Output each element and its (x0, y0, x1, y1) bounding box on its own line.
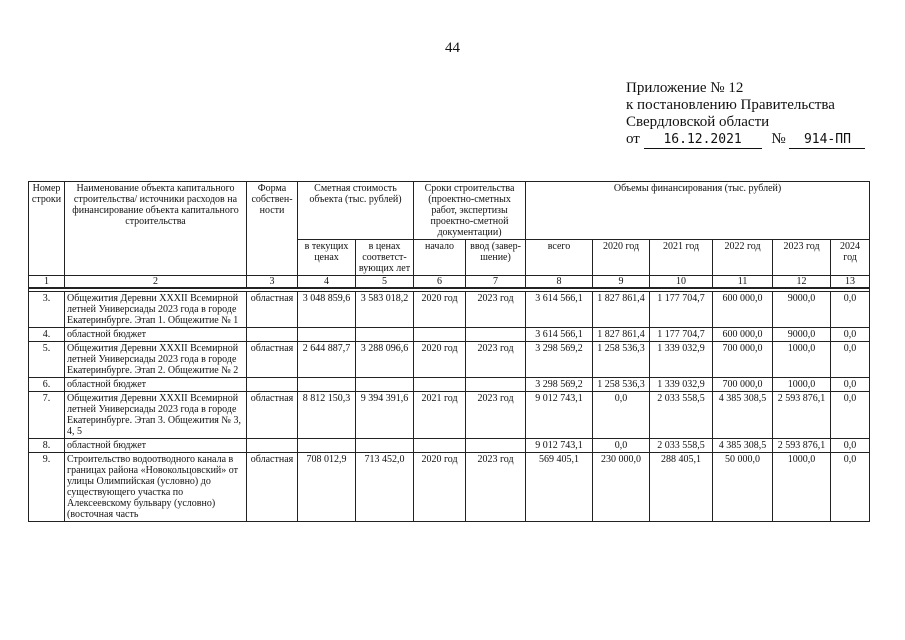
financing-table (28, 181, 870, 522)
y2022-cell: 50 000,0 (713, 453, 773, 522)
y2024-cell: 0,0 (831, 378, 870, 392)
y2020-cell: 1 827 861,4 (593, 292, 650, 328)
object-name-cell: областной бюджет (65, 378, 247, 392)
row-number-cell: 8. (29, 439, 65, 453)
end-year-cell (466, 378, 526, 392)
end-year-cell: 2023 год (466, 453, 526, 522)
relevant-prices-cell: 713 452,0 (356, 453, 414, 522)
column-index-cell: 5 (356, 276, 414, 289)
object-name-cell: Общежития Деревни XXXII Всемирной летней Универсиады 2023 года в городе Екатеринбурге. Этап 2. Общежитие № 2 (65, 342, 247, 378)
header-start: начало (414, 240, 466, 276)
resolution-date: 16.12.2021 (644, 132, 762, 149)
relevant-prices-cell (356, 378, 414, 392)
current-prices-cell (298, 439, 356, 453)
header-commissioning: ввод (завер-шение) (466, 240, 526, 276)
table-row (29, 342, 870, 378)
header-construction-terms: Сроки строительства (проектно-сметных работ, экспертизы проектно-сметной документации) (414, 182, 526, 240)
column-index-cell: 8 (526, 276, 593, 289)
header-2024: 2024 год (831, 240, 870, 276)
header-2020: 2020 год (593, 240, 650, 276)
end-year-cell (466, 439, 526, 453)
y2023-cell: 1000,0 (773, 342, 831, 378)
y2022-cell: 4 385 308,5 (713, 392, 773, 439)
column-index-row (29, 276, 870, 289)
y2021-cell: 1 339 032,9 (650, 342, 713, 378)
row-number-cell: 7. (29, 392, 65, 439)
ownership-cell (247, 328, 298, 342)
start-year-cell (414, 439, 466, 453)
column-index-cell: 7 (466, 276, 526, 289)
row-number-cell: 4. (29, 328, 65, 342)
current-prices-cell (298, 328, 356, 342)
y2024-cell: 0,0 (831, 328, 870, 342)
number-prefix: № (771, 131, 786, 147)
end-year-cell: 2023 год (466, 292, 526, 328)
row-number-cell: 3. (29, 292, 65, 328)
y2020-cell: 1 258 536,3 (593, 378, 650, 392)
relevant-prices-cell (356, 439, 414, 453)
column-index-cell: 13 (831, 276, 870, 289)
y2021-cell: 1 339 032,9 (650, 378, 713, 392)
row-number-cell: 6. (29, 378, 65, 392)
start-year-cell: 2020 год (414, 292, 466, 328)
total-cell: 569 405,1 (526, 453, 593, 522)
table-row (29, 439, 870, 453)
y2021-cell: 1 177 704,7 (650, 328, 713, 342)
y2024-cell: 0,0 (831, 292, 870, 328)
appendix-line-1: Приложение № 12 (626, 80, 744, 96)
header-total: всего (526, 240, 593, 276)
current-prices-cell: 708 012,9 (298, 453, 356, 522)
y2020-cell: 0,0 (593, 439, 650, 453)
current-prices-cell (298, 378, 356, 392)
y2023-cell: 2 593 876,1 (773, 392, 831, 439)
y2020-cell: 0,0 (593, 392, 650, 439)
header-ownership: Форма собствен-ности (247, 182, 298, 276)
header-2023: 2023 год (773, 240, 831, 276)
total-cell: 3 298 569,2 (526, 342, 593, 378)
table-row (29, 453, 870, 522)
appendix-line-2: к постановлению Правительства (626, 97, 835, 113)
ownership-cell: областная (247, 453, 298, 522)
y2021-cell: 288 405,1 (650, 453, 713, 522)
y2024-cell: 0,0 (831, 439, 870, 453)
y2022-cell: 700 000,0 (713, 342, 773, 378)
column-index-cell: 6 (414, 276, 466, 289)
y2023-cell: 1000,0 (773, 453, 831, 522)
header-financing: Объемы финансирования (тыс. рублей) (526, 182, 870, 240)
header-row-number: Номер строки (29, 182, 65, 276)
page-number: 44 (445, 40, 460, 56)
relevant-prices-cell (356, 328, 414, 342)
end-year-cell (466, 328, 526, 342)
y2020-cell: 230 000,0 (593, 453, 650, 522)
header-2022: 2022 год (713, 240, 773, 276)
resolution-number: 914-ПП (789, 132, 865, 149)
appendix-date-line (626, 131, 865, 149)
current-prices-cell: 3 048 859,6 (298, 292, 356, 328)
total-cell: 9 012 743,1 (526, 392, 593, 439)
column-index-cell: 1 (29, 276, 65, 289)
ownership-cell: областная (247, 292, 298, 328)
start-year-cell: 2021 год (414, 392, 466, 439)
start-year-cell: 2020 год (414, 342, 466, 378)
header-2021: 2021 год (650, 240, 713, 276)
table-row (29, 328, 870, 342)
y2023-cell: 1000,0 (773, 378, 831, 392)
y2023-cell: 9000,0 (773, 292, 831, 328)
column-index-cell: 12 (773, 276, 831, 289)
table-row (29, 378, 870, 392)
relevant-prices-cell: 3 583 018,2 (356, 292, 414, 328)
start-year-cell: 2020 год (414, 453, 466, 522)
y2024-cell: 0,0 (831, 392, 870, 439)
table-row (29, 292, 870, 328)
column-index-cell: 11 (713, 276, 773, 289)
table-row (29, 392, 870, 439)
total-cell: 9 012 743,1 (526, 439, 593, 453)
header-current-prices: в текущих ценах (298, 240, 356, 276)
y2023-cell: 9000,0 (773, 328, 831, 342)
column-index-cell: 2 (65, 276, 247, 289)
header-estimated-cost: Сметная стоимость объекта (тыс. рублей) (298, 182, 414, 240)
y2022-cell: 600 000,0 (713, 292, 773, 328)
current-prices-cell: 2 644 887,7 (298, 342, 356, 378)
current-prices-cell: 8 812 150,3 (298, 392, 356, 439)
total-cell: 3 614 566,1 (526, 292, 593, 328)
appendix-header (626, 80, 865, 149)
y2022-cell: 4 385 308,5 (713, 439, 773, 453)
y2024-cell: 0,0 (831, 453, 870, 522)
end-year-cell: 2023 год (466, 342, 526, 378)
y2022-cell: 700 000,0 (713, 378, 773, 392)
relevant-prices-cell: 3 288 096,6 (356, 342, 414, 378)
start-year-cell (414, 328, 466, 342)
ownership-cell: областная (247, 342, 298, 378)
relevant-prices-cell: 9 394 391,6 (356, 392, 414, 439)
y2022-cell: 600 000,0 (713, 328, 773, 342)
object-name-cell: областной бюджет (65, 439, 247, 453)
appendix-line-3: Свердловской области (626, 114, 770, 130)
column-index-cell: 4 (298, 276, 356, 289)
object-name-cell: Строительство водоотводного канала в границах района «Новокольцовский» от улицы Олимпийская (условно) до существующего участка по Алексеевскому бульвару (условно) (восточная часть (65, 453, 247, 522)
y2021-cell: 1 177 704,7 (650, 292, 713, 328)
header-relevant-prices: в ценах соответст-вующих лет (356, 240, 414, 276)
column-index-cell: 3 (247, 276, 298, 289)
start-year-cell (414, 378, 466, 392)
y2020-cell: 1 258 536,3 (593, 342, 650, 378)
row-number-cell: 9. (29, 453, 65, 522)
object-name-cell: Общежития Деревни XXXII Всемирной летней Универсиады 2023 года в городе Екатеринбурге. Этап 3. Общежития № 3, 4, 5 (65, 392, 247, 439)
date-prefix: от (626, 131, 640, 147)
ownership-cell: областная (247, 392, 298, 439)
row-number-cell: 5. (29, 342, 65, 378)
column-index-cell: 9 (593, 276, 650, 289)
y2020-cell: 1 827 861,4 (593, 328, 650, 342)
ownership-cell (247, 378, 298, 392)
y2021-cell: 2 033 558,5 (650, 439, 713, 453)
y2023-cell: 2 593 876,1 (773, 439, 831, 453)
total-cell: 3 614 566,1 (526, 328, 593, 342)
object-name-cell: областной бюджет (65, 328, 247, 342)
y2021-cell: 2 033 558,5 (650, 392, 713, 439)
column-index-cell: 10 (650, 276, 713, 289)
header-object-name: Наименование объекта капитального строительства/ источники расходов на финансирование объекта капитального строительства (65, 182, 247, 276)
total-cell: 3 298 569,2 (526, 378, 593, 392)
ownership-cell (247, 439, 298, 453)
object-name-cell: Общежития Деревни XXXII Всемирной летней Универсиады 2023 года в городе Екатеринбурге. Этап 1. Общежитие № 1 (65, 292, 247, 328)
y2024-cell: 0,0 (831, 342, 870, 378)
end-year-cell: 2023 год (466, 392, 526, 439)
